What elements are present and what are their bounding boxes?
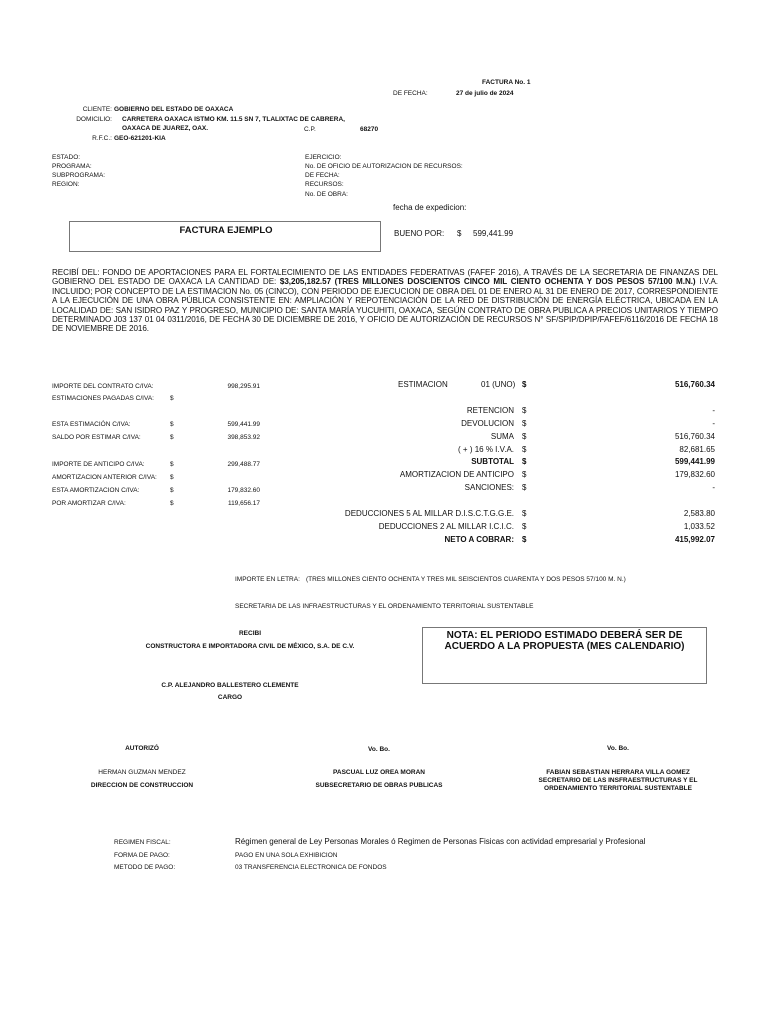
metodo-pago-label: METODO DE PAGO: [114,864,176,871]
subtotal-value: 599,441.99 [674,457,715,466]
cliente-value: GOBIERNO DEL ESTADO DE OAXACA [114,106,234,113]
summary-value: 599,441.99 [227,421,260,428]
summary-label: ESTIMACIONES PAGADAS C/IVA: [52,395,154,402]
summary-currency: $ [170,487,174,494]
summary-value: 998,295.91 [227,383,260,390]
totals-label: SANCIONES: [464,483,514,492]
neto-a-cobrar-label: NETO A COBRAR: [444,535,514,544]
domicilio-label: DOMICILIO: [76,116,112,123]
company-name: CONSTRUCTORA E IMPORTADORA CIVIL DE MÉXICO, S.A. DE C.V. [145,643,355,650]
summary-label: POR AMORTIZAR C/IVA: [52,500,126,507]
fecha-expedicion-label: fecha de expedicion: [393,203,467,212]
recibi-paragraph [52,268,718,334]
domicilio-line1: CARRETERA OAXACA ISTMO KM. 11.5 SN 7, TLALIXTAC DE CABRERA, [122,116,345,123]
region-label: REGION: [52,181,80,188]
regimen-fiscal-label: REGIMEN FISCAL: [114,839,171,846]
forma-pago-value: PAGO EN UNA SOLA EXHIBICION [235,852,338,859]
domicilio-line2: OAXACA DE JUAREZ, OAX. [122,125,209,132]
recursos-label: RECURSOS: [305,181,344,188]
summary-label: IMPORTE DEL CONTRATO C/IVA: [52,383,154,390]
programa-label: PROGRAMA: [52,163,92,170]
deduccion-currency: $ [522,522,527,531]
forma-pago-label: FORMA DE PAGO: [114,852,170,859]
ejercicio-label: EJERCICIO: [305,154,342,161]
summary-currency: $ [170,395,174,402]
metodo-pago-value: 03 TRANSFERENCIA ELECTRONICA DE FONDOS [235,864,387,871]
estimacion-label: ESTIMACION [398,380,448,389]
subprograma-label: SUBPROGRAMA: [52,172,106,179]
rfc-label: R.F.C.: [92,135,112,142]
summary-label: SALDO POR ESTIMAR C/IVA: [52,434,141,441]
nota-text: NOTA: EL PERIODO ESTIMADO DEBERÁ SER DE ACUERDO A LA PROPUESTA (MES CALENDARIO) [444,630,685,652]
deduccion-label: DEDUCCIONES 5 AL MILLAR D.I.S.C.T.G.G.E. [344,509,514,518]
totals-currency: $ [522,457,527,466]
totals-value: - [712,419,715,428]
rfc-value: GEO-621201-KIA [114,135,166,142]
recibi-text-part2: I.V.A. INCLUIDO; POR CONCEPTO DE LA ESTIMACION No. 05 (CINCO), CON PERIODO DE EJECUCION DE OBRA DEL 01 DE ENERO AL 31 DE ENERO DE 2017, CORRESPONDIENTE A LA EJECUCIÓN DE UNA OBRA PÚBLICA CONSISTENTE EN: AMPLIACIÓN Y REPOTENCIACIÓN DE LA RED DE DISTRIBUCIÓN DE ENERGÍA ELÉCTRICA, UBICADA EN LA LOCALIDAD DE: SAN ISIDRO PAZ Y PROGRESO, MUNICIPIO DE: SANTA MARÍA YUCUHITI, OAXACA, SEGÚN CONTRATO DE OBRA PUBLICA A PRECIOS UNITARIOS Y TIEMPO DETERMINADO J03 137 01 04 0311/2016, DE FECHA 30 DE DICIEMBRE DE 2016, Y OFICIO DE AUTORIZACIÓN DE RECURSOS N° SF/SPIP/DPIP/FAFEF/6116/2016 DE FECHA 18 DE NOVIEMBRE DE 2016. [52,277,718,334]
totals-label: RETENCION [466,406,514,415]
estimacion-value: 516,760.34 [674,380,715,389]
de-fecha-value: 27 de julio de 2024 [456,90,514,97]
summary-currency: $ [170,474,174,481]
bueno-por-label: BUENO POR: [394,229,445,238]
cp-value: 68270 [360,126,379,133]
estado-label: ESTADO: [52,154,81,161]
signer-title: SUBSECRETARIO DE OBRAS PUBLICAS [315,782,443,789]
signer-title: SECRETARIO DE LAS INSFRAESTRUCTURAS Y EL [538,777,698,784]
summary-value: 299,488.77 [227,461,260,468]
signer-name: PASCUAL LUZ OREA MORAN [333,769,425,776]
summary-currency: $ [170,421,174,428]
vobo-label: Vo. Bo. [368,746,390,753]
summary-label: ESTA AMORTIZACION C/IVA: [52,487,140,494]
recibi-label: RECIBI [238,630,262,637]
totals-value: 179,832.60 [674,470,715,479]
summary-value: 179,832.60 [227,487,260,494]
importe-letra-value: (TRES MILLONES CIENTO OCHENTA Y TRES MIL SEISCIENTOS CUARENTA Y DOS PESOS 57/100 M. N.) [306,576,626,583]
summary-currency: $ [170,461,174,468]
cargo-label: CARGO [217,694,243,701]
summary-label: ESTA ESTIMACIÓN C/IVA: [52,421,131,428]
autorizo-label: AUTORIZÓ [125,745,159,752]
signer-name: HERMAN GUZMAN MENDEZ [98,769,186,776]
regimen-fiscal-value: Régimen general de Ley Personas Morales ó Regimen de Personas Fisicas con actividad empresarial y Profesional [235,837,646,846]
de-fecha-label: DE FECHA: [393,90,428,97]
signer-title: DIRECCION DE CONSTRUCCION [90,782,194,789]
summary-currency: $ [170,500,174,507]
totals-value: - [712,483,715,492]
cliente-label: CLIENTE: [82,106,112,113]
deduccion-label: DEDUCCIONES 2 AL MILLAR I.C.I.C. [378,522,514,531]
totals-currency: $ [522,445,527,454]
deduccion-value: 2,583.80 [683,509,715,518]
totals-currency: $ [522,419,527,428]
neto-a-cobrar-value: 415,992.07 [674,535,715,544]
summary-value: 398,853.92 [227,434,260,441]
estimacion-currency: $ [522,380,527,389]
summary-label: AMORTIZACION ANTERIOR C/IVA: [52,474,157,481]
recibi-person: C.P. ALEJANDRO BALLESTERO CLEMENTE [161,682,299,689]
signer-title: ORDENAMIENTO TERRITORIAL SUSTENTABLE [544,785,692,792]
deduccion-currency: $ [522,509,527,518]
summary-value: 119,656.17 [227,500,260,507]
estimacion-number: 01 (UNO) [481,380,516,389]
subtotal-label: SUBTOTAL [471,457,514,466]
recibi-text-amount: $3,205,182.57 (TRES MILLONES DOSCIENTOS CINCO MIL CIENTO OCHENTA Y DOS PESOS 57/100 M.N.) [279,277,696,287]
vobo-label: Vo. Bo. [607,745,629,752]
signer-name: FABIAN SEBASTIAN HERRARA VILLA GOMEZ [546,769,690,776]
summary-label: IMPORTE DE ANTICIPO C/IVA: [52,461,145,468]
totals-value: 516,760.34 [674,432,715,441]
totals-value: 82,681.65 [679,445,715,454]
oficio-label: No. DE OFICIO DE AUTORIZACION DE RECURSOS: [305,163,463,170]
bueno-por-currency: $ [457,229,462,238]
totals-label: SUMA [490,432,514,441]
totals-label: DEVOLUCION [461,419,514,428]
bueno-por-amount: 599,441.99 [473,229,514,238]
totals-currency: $ [522,483,527,492]
factura-ejemplo-title: FACTURA EJEMPLO [179,225,273,236]
neto-currency: $ [522,535,527,544]
right-de-fecha-label: DE FECHA: [305,172,340,179]
totals-currency: $ [522,406,527,415]
totals-label: AMORTIZACION DE ANTICIPO [399,470,514,479]
nota-box [422,627,707,684]
secretaria-text: SECRETARIA DE LAS INFRAESTRUCTURAS Y EL ORDENAMIENTO TERRITORIAL SUSTENTABLE [235,603,534,610]
deduccion-value: 1,033.52 [683,522,715,531]
recibi-text-part1: RECIBÍ DEL: FONDO DE APORTACIONES PARA EL FORTALECIMIENTO DE LAS ENTIDADES FEDERATIVAS (FAFEF 2016), A TRAVÉS DE LA SECRETARIA DE FINANZAS DEL GOBIERNO DEL ESTADO DE OAXACA LA CANTIDAD DE: [52,268,718,287]
totals-currency: $ [522,470,527,479]
factura-number: FACTURA No. 1 [482,79,531,86]
totals-currency: $ [522,432,527,441]
totals-value: - [712,406,715,415]
factura-ejemplo-box [69,221,381,252]
cp-label: C.P. [304,126,316,133]
no-obra-label: No. DE OBRA: [305,191,348,198]
importe-letra-label: IMPORTE EN LETRA: [235,576,300,583]
summary-currency: $ [170,434,174,441]
totals-label: ( + ) 16 % I.V.A. [458,445,514,454]
